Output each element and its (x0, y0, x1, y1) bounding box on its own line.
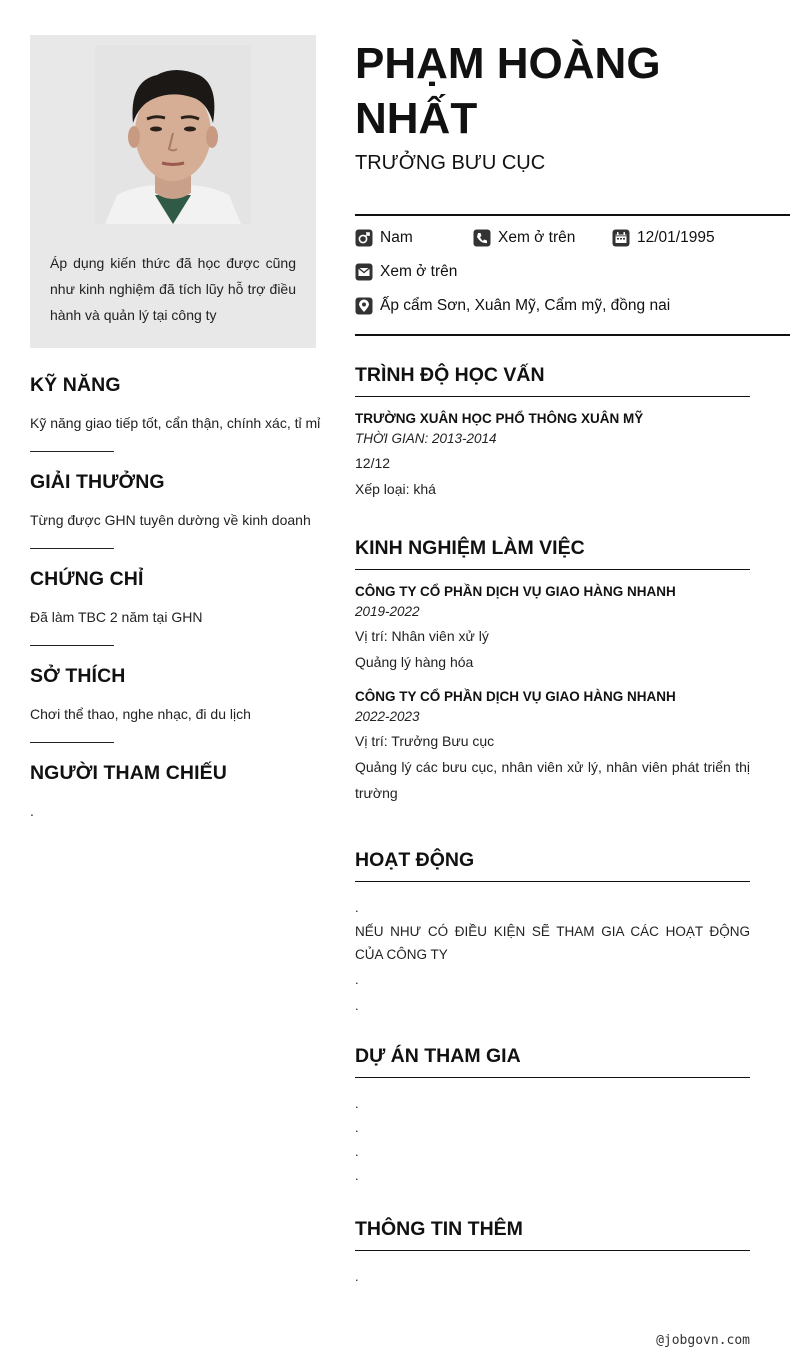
contact-address (355, 297, 670, 315)
skills-section (30, 374, 321, 452)
projects-heading: DỰ ÁN THAM GIA (355, 1045, 750, 1078)
education-time: THỜI GIAN: 2013-2014 (355, 431, 497, 446)
project-line: . (355, 1096, 359, 1111)
right-column (355, 0, 790, 1361)
activities-text: NẾU NHƯ CÓ ĐIỀU KIỆN SẼ THAM GIA CÁC HOẠT ĐỘNG CỦA CÔNG TY (355, 924, 750, 962)
email-icon (355, 263, 373, 281)
references-heading: NGƯỜI THAM CHIẾU (30, 762, 227, 784)
awards-text: Từng được GHN tuyên dường về kinh doanh (30, 512, 311, 528)
contact-email (355, 263, 457, 281)
contact-divider-bottom (355, 334, 790, 336)
contact-phone (473, 229, 575, 247)
address-value: Ấp cẩm Sơn, Xuân Mỹ, Cẩm mỹ, đồng nai (380, 297, 671, 314)
contact-gender (355, 229, 413, 247)
gender-value: Nam (380, 229, 413, 246)
awards-section (30, 471, 316, 549)
work-description: Quảng lý các bưu cục, nhân viên xử lý, nhân viên phát triển thị trường (355, 759, 750, 801)
skills-text: Kỹ năng giao tiếp tốt, cẩn thận, chính xác, tỉ mỉ (30, 415, 321, 431)
skills-heading: KỸ NĂNG (30, 374, 121, 396)
section-divider (30, 548, 114, 549)
references-text: . (30, 803, 34, 819)
additional-section (355, 1218, 750, 1289)
additional-heading: THÔNG TIN THÊM (355, 1218, 750, 1251)
projects-section (355, 1045, 750, 1188)
person-photo-icon (95, 45, 251, 224)
experience-section (355, 537, 750, 806)
phone-value: Xem ở trên (498, 229, 576, 246)
certificates-text: Đã làm TBC 2 năm tại GHN (30, 609, 203, 625)
gender-icon (355, 229, 373, 247)
education-heading: TRÌNH ĐỘ HỌC VẤN (355, 364, 750, 397)
awards-heading: GIẢI THƯỞNG (30, 471, 165, 493)
hobbies-heading: SỞ THÍCH (30, 665, 126, 687)
watermark: @jobgovn.com (656, 1333, 750, 1348)
work-position: Vị trí: Trưởng Bưu cục (355, 733, 495, 749)
activities-line: . (355, 998, 359, 1013)
additional-text: . (355, 1269, 359, 1284)
activities-line: . (355, 900, 359, 915)
calendar-icon (612, 229, 630, 247)
education-grade: 12/12 (355, 455, 391, 471)
company-name: CÔNG TY CỔ PHẦN DỊCH VỤ GIAO HÀNG NHANH (355, 584, 676, 599)
phone-icon (473, 229, 491, 247)
certificates-section (30, 568, 316, 646)
activities-heading: HOẠT ĐỘNG (355, 849, 750, 882)
company-name: CÔNG TY CỔ PHẦN DỊCH VỤ GIAO HÀNG NHANH (355, 689, 676, 704)
experience-heading: KINH NGHIỆM LÀM VIỆC (355, 537, 750, 570)
location-icon (355, 297, 373, 315)
project-line: . (355, 1144, 359, 1159)
work-period: 2022-2023 (355, 709, 420, 724)
contact-divider-top (355, 214, 790, 216)
section-divider (30, 742, 114, 743)
education-rank: Xếp loại: khá (355, 481, 436, 497)
activities-line: . (355, 972, 359, 987)
candidate-name: PHẠM HOÀNG NHẤT (355, 39, 661, 143)
school-name: TRƯỜNG XUÂN HỌC PHỔ THÔNG XUÂN MỸ (355, 411, 644, 426)
summary-text: Áp dụng kiến thức đã học được cũng như kinh nghiệm đã tích lũy hỗ trợ điều hành và quản lý tại công ty (50, 255, 296, 323)
profile-box (30, 35, 316, 348)
job-title: TRƯỞNG BƯU CỤC (355, 152, 546, 174)
certificates-heading: CHỨNG CHỈ (30, 568, 144, 590)
experience-item (355, 689, 750, 806)
birthday-value: 12/01/1995 (637, 229, 715, 246)
project-line: . (355, 1168, 359, 1183)
experience-item (355, 584, 750, 675)
activities-section (355, 849, 750, 1018)
section-divider (30, 451, 114, 452)
left-column (30, 35, 321, 819)
hobbies-text: Chơi thể thao, nghe nhạc, đi du lịch (30, 706, 251, 722)
project-line: . (355, 1120, 359, 1135)
profile-photo (95, 45, 251, 224)
work-description: Quảng lý hàng hóa (355, 654, 474, 670)
email-value: Xem ở trên (380, 263, 458, 280)
education-section (355, 364, 750, 502)
contact-birthday (612, 229, 715, 247)
section-divider (30, 645, 114, 646)
work-position: Vị trí: Nhân viên xử lý (355, 628, 489, 644)
hobbies-section (30, 665, 316, 743)
references-section (30, 762, 316, 819)
work-period: 2019-2022 (355, 604, 420, 619)
